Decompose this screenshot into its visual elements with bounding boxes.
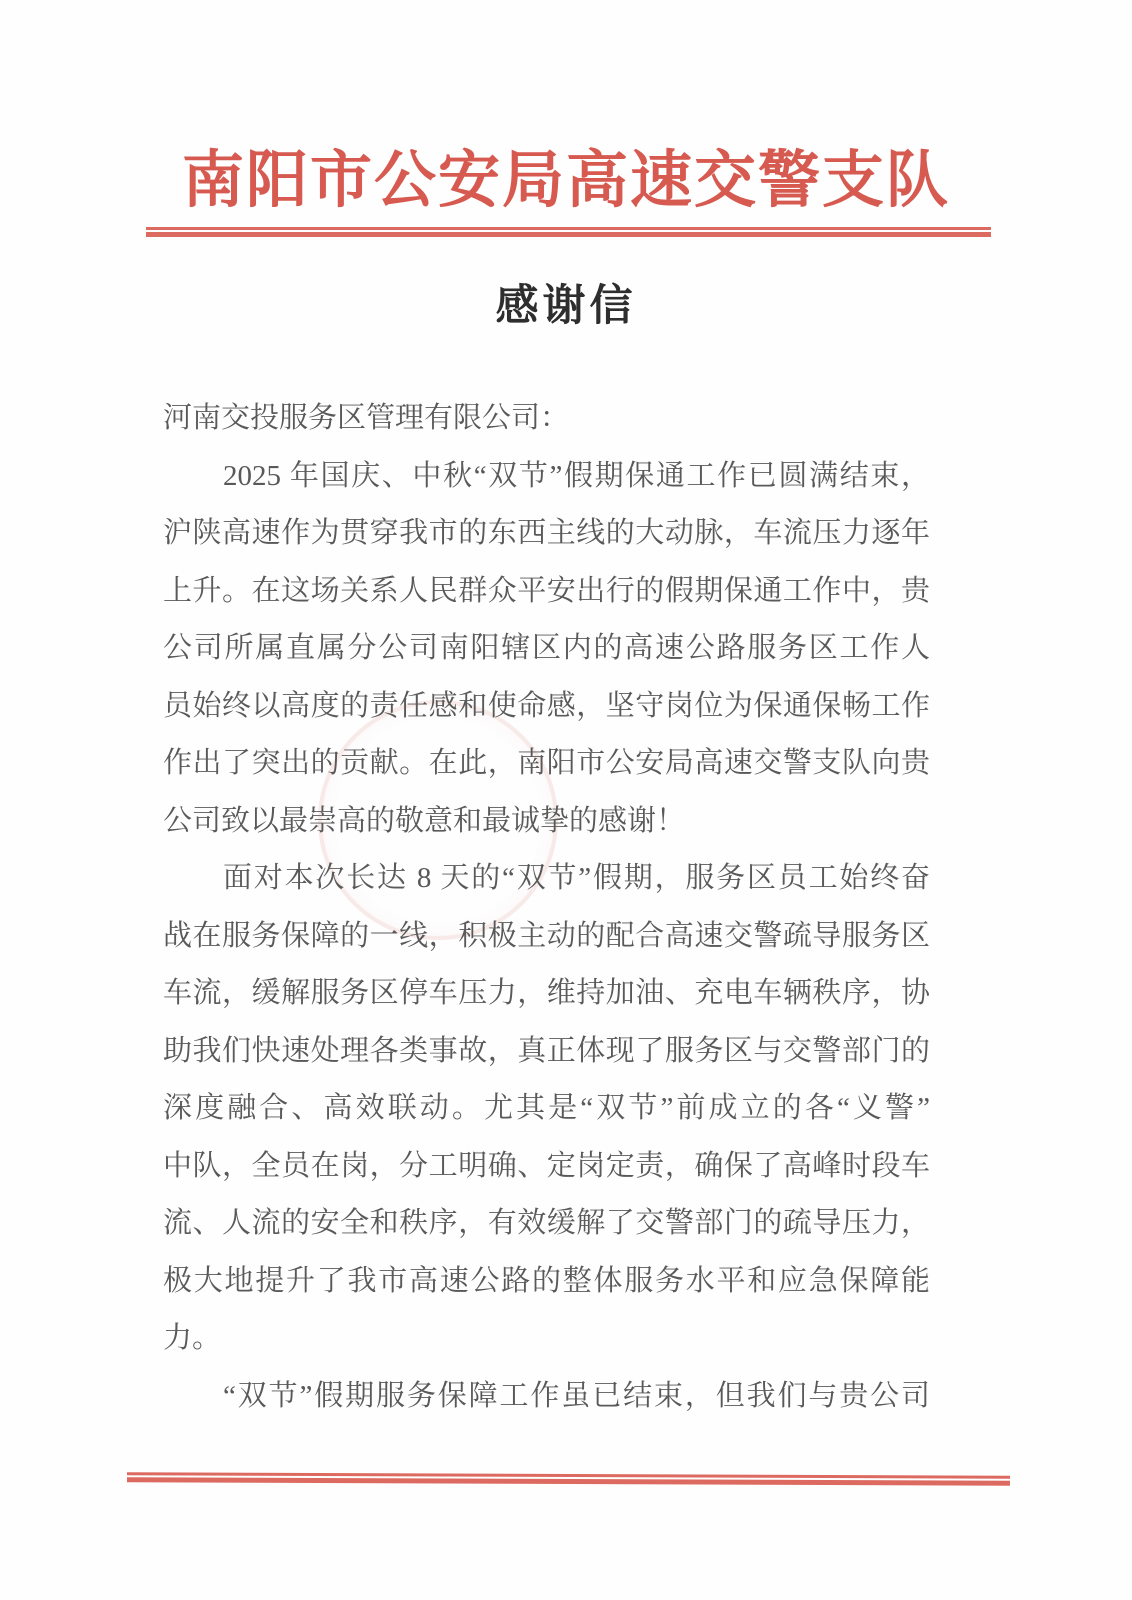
letter-line: 河南交投服务区管理有限公司：	[163, 402, 570, 434]
letterhead-rule-thick-line	[146, 232, 991, 237]
letter-line: 面对本次长达 8 天的“双节”假期，服务区员工始终奋	[223, 862, 930, 894]
letter-line: 2025 年国庆、中秋“双节”假期保通工作已圆满结束，	[223, 459, 930, 492]
letter-line: 员始终以高度的责任感和使命感，坚守岗位为保通保畅工作	[163, 689, 930, 722]
letter-body	[163, 390, 930, 1425]
letter-line: 战在服务保障的一线，积极主动的配合高速交警疏导服务区	[163, 919, 930, 952]
footer-double-rule	[127, 1472, 1010, 1485]
letter-line: 沪陕高速作为贯穿我市的东西主线的大动脉，车流压力逐年	[163, 517, 930, 549]
letter-line: “双节”假期服务保障工作虽已结束，但我们与贵公司	[223, 1379, 930, 1412]
letter-line: 助我们快速处理各类事故，真正体现了服务区与交警部门的	[163, 1034, 930, 1067]
letter-line: 车流，缓解服务区停车压力，维持加油、充电车辆秩序，协	[163, 977, 930, 1009]
letter-title: 感谢信	[495, 283, 637, 330]
letterhead-title: 南阳市公安局高速交警支队	[181, 147, 950, 215]
letter-line: 深度融合、高效联动。尤其是“双节”前成立的各“义警”	[163, 1092, 930, 1124]
letter-line: 极大地提升了我市高速公路的整体服务水平和应急保障能	[163, 1264, 930, 1297]
letter-line: 上升。在这场关系人民群众平安出行的假期保通工作中，贵	[163, 574, 930, 607]
letterhead-double-rule	[146, 227, 991, 237]
letter-line: 作出了突出的贡献。在此，南阳市公安局高速交警支队向贵	[163, 747, 930, 779]
letter-line: 公司致以最崇高的敬意和最诚挚的感谢！	[163, 804, 686, 837]
letter-line: 中队，全员在岗，分工明确、定岗定责，确保了高峰时段车	[163, 1149, 930, 1182]
letter-line: 力。	[163, 1322, 222, 1354]
letter-line: 流、人流的安全和秩序，有效缓解了交警部门的疏导压力，	[163, 1207, 930, 1239]
letter-line: 公司所属直属分公司南阳辖区内的高速公路服务区工作人	[163, 632, 930, 664]
